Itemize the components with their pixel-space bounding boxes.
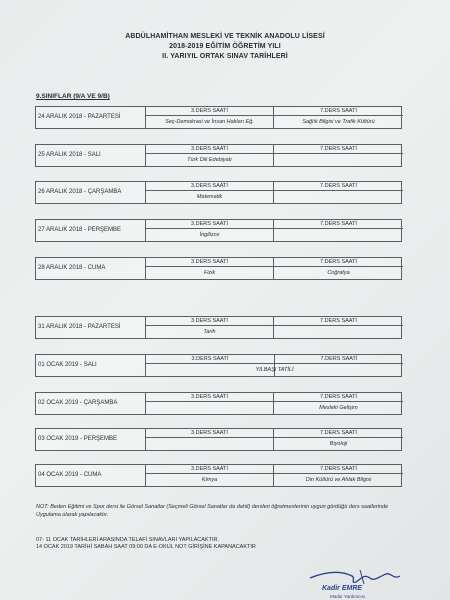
slot-7-header: 7.DERS SAATİ [274, 317, 403, 326]
footer-note: NOT: Beden Eğitimi ve Spor dersi ile Görsel Sanatlar (Seçmeli Görsel Sanatlar da dahil) dersleri öğretmenlerinin uygun gördüğü ders saatlerinde Uygulama olarak yapılacaktır. [36, 504, 389, 518]
slot-7-header: 7.DERS SAATİ [274, 258, 403, 267]
slot-7 [274, 107, 403, 128]
section-title: 9.SINIFLAR (9/A VE 9/B) [36, 93, 110, 100]
exam-day-row [35, 354, 402, 377]
telafi-notice: 07- 11 OCAK TARİHLERİ ARASINDA TELAFİ SINAVLARI YAPILACAKTIR. [36, 537, 219, 543]
eokul-notice: 14 OCAK 2019 TARİHİ SABAH SAAT 09:00 DA E-OKUL NOT GİRİŞİNE KAPANACAKTIR [36, 544, 256, 550]
slot-7-header: 7.DERS SAATİ [274, 220, 403, 229]
exam-date: 31 ARALIK 2018 - PAZARTESİ [36, 317, 146, 338]
slot-7-subject: Mesleki Gelişim [319, 405, 358, 411]
slot-3-header: 3.DERS SAATİ [146, 355, 274, 364]
slot-7 [274, 145, 403, 166]
exam-day-row [35, 181, 402, 204]
slot-3-header: 3.DERS SAATİ [146, 393, 273, 402]
exam-title: II. YARIYIL ORTAK SINAV TARİHLERİ [162, 53, 288, 60]
exam-day-row [35, 392, 402, 415]
slot-7 [274, 393, 403, 414]
slot-7 [274, 182, 403, 203]
slot-7-header: 7.DERS SAATİ [274, 429, 403, 438]
exam-date: 03 OCAK 2019 - PERŞEMBE [36, 429, 146, 450]
exam-day-row [35, 144, 402, 167]
slot-3 [146, 182, 274, 203]
slot-3-header: 3.DERS SAATİ [146, 220, 273, 229]
exam-date: 24 ARALIK 2018 - PAZARTESİ [36, 107, 146, 128]
slot-3 [146, 258, 274, 279]
slot-3 [146, 145, 274, 166]
school-name: ABDÜLHAMİTHAN MESLEKİ VE TEKNİK ANADOLU LİSESİ [125, 33, 325, 40]
slot-3-subject: Kimya [201, 477, 218, 483]
slot-3-header: 3.DERS SAATİ [146, 182, 273, 191]
slot-7-subject: Sağlık Bilgisi ve Trafik Kültürü [302, 119, 375, 125]
exam-date: 01 OCAK 2019 - SALI [36, 355, 146, 376]
exam-date: 28 ARALIK 2018 - CUMA [36, 258, 146, 279]
slot-7-subject: Biyoloji [329, 441, 348, 447]
slot-3-header: 3.DERS SAATİ [146, 429, 273, 438]
exam-date: 02 OCAK 2019 - ÇARŞAMBA [36, 393, 146, 414]
exam-date: 27 ARALIK 2018 - PERŞEMBE [36, 220, 146, 241]
slot-7-subject: Coğrafya [327, 270, 350, 276]
slot-3-subject: Türk Dili Edebiyatı [187, 157, 232, 163]
holiday-label: YILBAŞI TATİLİ [255, 367, 294, 373]
exam-day-row [35, 316, 402, 339]
academic-year: 2018-2019 EĞİTİM ÖĞRETİM YILI [169, 43, 281, 50]
exam-day-row [35, 219, 402, 242]
exam-date: 26 ARALIK 2018 - ÇARŞAMBA [36, 182, 146, 203]
exam-day-row [35, 106, 402, 129]
slot-7-header: 7.DERS SAATİ [274, 182, 403, 191]
slot-3-header: 3.DERS SAATİ [146, 107, 273, 116]
slot-7 [274, 429, 403, 450]
exam-day-row [35, 257, 402, 280]
exam-date: 25 ARALIK 2018 - SALI [36, 145, 146, 166]
slot-7-header: 7.DERS SAATİ [274, 465, 403, 474]
slot-3 [146, 465, 274, 486]
slot-3-header: 3.DERS SAATİ [146, 145, 273, 154]
slot-7-header: 7.DERS SAATİ [274, 145, 403, 154]
slot-7-header: 7.DERS SAATİ [274, 107, 403, 116]
slot-7-header: 7.DERS SAATİ [275, 355, 403, 364]
slot-3 [146, 220, 274, 241]
slot-3-subject: Seç-Demokrasi ve İnsan Hakları Eğ. [165, 119, 254, 125]
slot-3-header: 3.DERS SAATİ [146, 258, 273, 267]
slot-3-subject: Matematik [196, 194, 223, 200]
slot-7 [274, 317, 403, 338]
slot-3 [146, 317, 274, 338]
slot-3 [146, 429, 274, 450]
slot-3-subject: İngilizce [199, 232, 220, 238]
slot-3-subject: Tarih [203, 329, 216, 335]
slot-7-header: 7.DERS SAATİ [274, 393, 403, 402]
slot-7 [274, 258, 403, 279]
slot-3-subject: Fizik [203, 270, 216, 276]
exam-date: 04 OCAK 2019 - CUMA [36, 465, 146, 486]
signature-name: Kadir EMRE [322, 585, 363, 592]
exam-day-row [35, 428, 402, 451]
slot-3 [146, 107, 274, 128]
slot-7-subject: Din Kültürü ve Ahlak Bilgisi [305, 477, 372, 483]
exam-day-row [35, 464, 402, 487]
slot-7 [274, 465, 403, 486]
slot-7 [274, 220, 403, 241]
slot-3-header: 3.DERS SAATİ [146, 317, 273, 326]
document-header [0, 32, 450, 62]
slot-3-header: 3.DERS SAATİ [146, 465, 273, 474]
signature-title: Müdür Yardımcısı [330, 594, 366, 599]
slot-3 [146, 393, 274, 414]
